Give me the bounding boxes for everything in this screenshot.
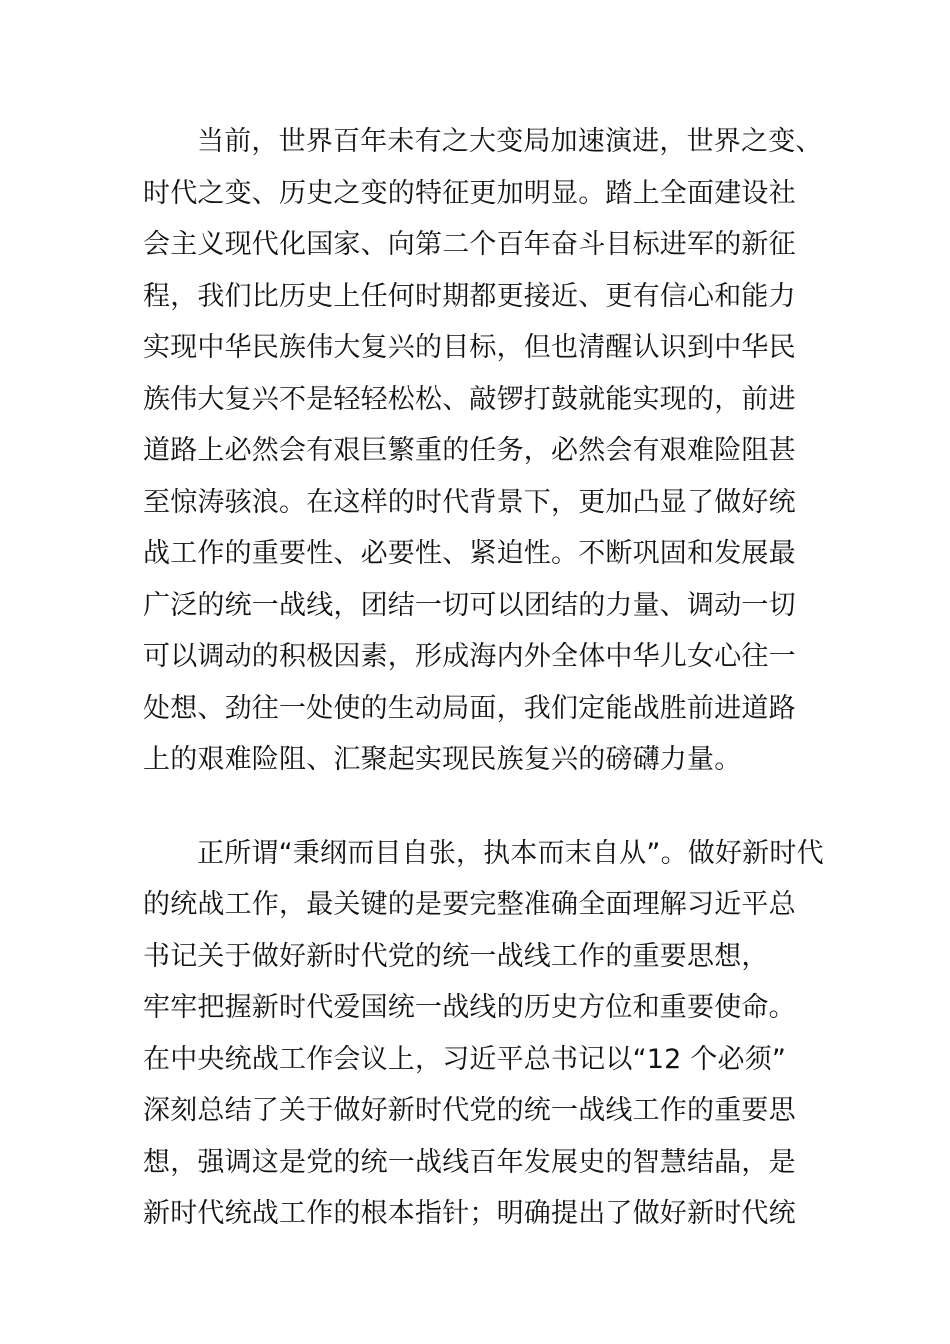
paragraph-line: 新时代统战工作的根本指针；明确提出了做好新时代统 — [143, 1198, 796, 1229]
paragraph-line: 牢牢把握新时代爱国统一战线的历史方位和重要使命。 — [143, 992, 796, 1023]
paragraph-line: 正所谓“秉纲而目自张，执本而末自从”。做好新时代 — [197, 838, 824, 869]
paragraph-line: 可以调动的积极因素，形成海内外全体中华儿女心往一 — [143, 641, 796, 672]
paragraph-line: 至惊涛骇浪。在这样的时代背景下，更加凸显了做好统 — [143, 487, 796, 518]
paragraph-line: 实现中华民族伟大复兴的目标，但也清醒认识到中华民 — [143, 332, 796, 363]
paragraph-line: 处想、劲往一处使的生动局面，我们定能战胜前进道路 — [143, 693, 796, 724]
paragraph-line: 当前，世界百年未有之大变局加速演进，世界之变、 — [197, 126, 823, 157]
paragraph-line: 战工作的重要性、必要性、紧迫性。不断巩固和发展最 — [143, 538, 796, 569]
paragraph-line: 深刻总结了关于做好新时代党的统一战线工作的重要思 — [143, 1095, 796, 1126]
paragraph-line: 在中央统战工作会议上，习近平总书记以“12 个必须” — [143, 1044, 787, 1075]
paragraph-line: 道路上必然会有艰巨繁重的任务，必然会有艰难险阻甚 — [143, 435, 796, 466]
paragraph-line: 的统战工作，最关键的是要完整准确全面理解习近平总 — [143, 889, 796, 920]
paragraph-line: 会主义现代化国家、向第二个百年奋斗目标进军的新征 — [143, 229, 796, 260]
paragraph-line: 上的艰难险阻、汇聚起实现民族复兴的磅礴力量。 — [143, 744, 742, 775]
paragraph-line: 广泛的统一战线，团结一切可以团结的力量、调动一切 — [143, 590, 796, 621]
paragraph-line: 族伟大复兴不是轻轻松松、敲锣打鼓就能实现的，前进 — [143, 384, 796, 415]
paragraph-line: 书记关于做好新时代党的统一战线工作的重要思想， — [143, 941, 769, 972]
paragraph-line: 程，我们比历史上任何时期都更接近、更有信心和能力 — [143, 281, 796, 312]
paragraph-line: 想，强调这是党的统一战线百年发展史的智慧结晶，是 — [143, 1147, 796, 1178]
paragraph-line: 时代之变、历史之变的特征更加明显。踏上全面建设社 — [143, 178, 796, 209]
